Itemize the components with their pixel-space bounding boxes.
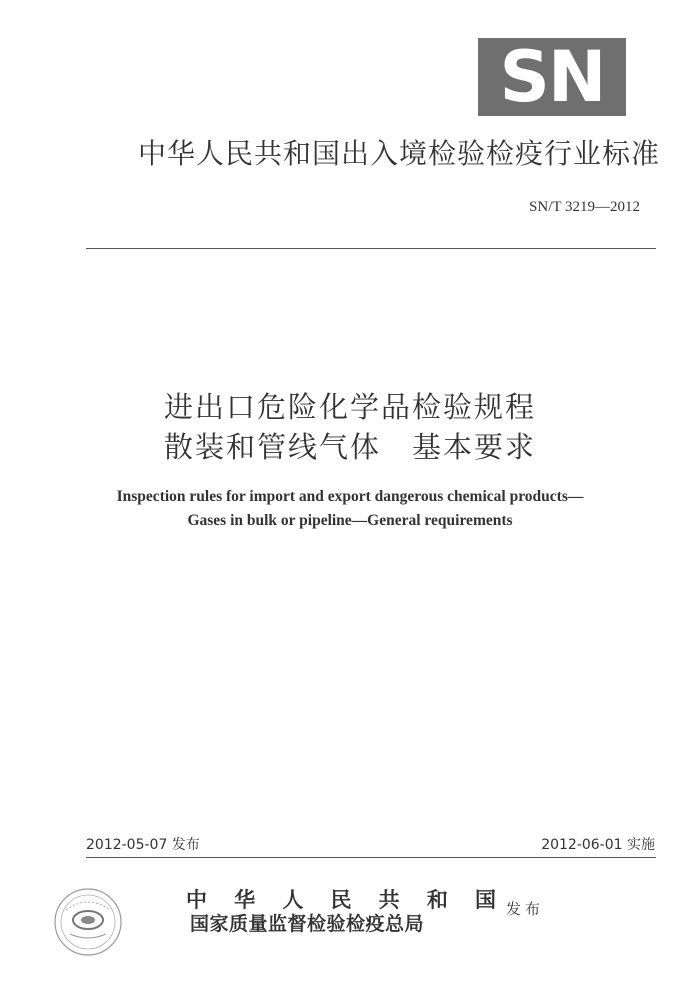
english-title-line-2: Gases in bulk or pipeline—General requirements	[187, 512, 513, 529]
sn-logo: SN	[478, 38, 626, 116]
issuer-name-line-1: 中华人民共和国	[186, 887, 496, 912]
header-divider	[86, 248, 656, 249]
publish-label: 发布	[506, 900, 545, 918]
english-title-line-1: Inspection rules for import and export dangerous chemical products—	[116, 488, 584, 505]
chinese-title-line-1: 进出口危险化学品检验规程	[163, 390, 536, 424]
footer-divider	[86, 857, 656, 858]
implementation-date: 2012-06-01 实施	[541, 837, 655, 853]
issuer-name-line-2: 国家质量监督检验检疫总局	[190, 913, 425, 935]
chinese-title-line-2: 散装和管线气体 基本要求	[163, 430, 536, 464]
anti-counterfeit-stamp-icon	[52, 886, 124, 958]
issue-date: 2012-05-07 发布	[86, 837, 200, 853]
issuing-sector-title: 中华人民共和国出入境检验检疫行业标准	[137, 137, 660, 170]
standard-number: SN/T 3219—2012	[529, 199, 640, 215]
